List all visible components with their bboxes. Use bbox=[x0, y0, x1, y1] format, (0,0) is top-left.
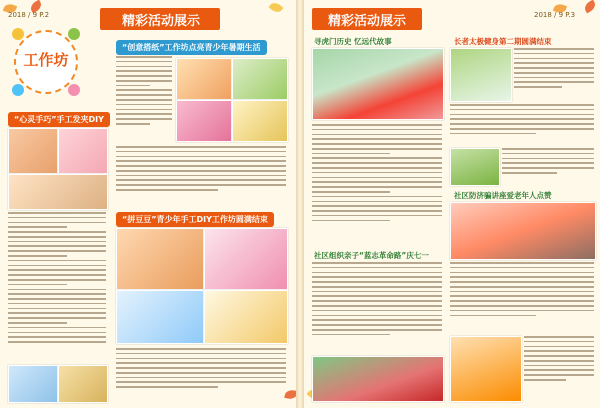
section-header: 精彩活动展示 bbox=[122, 14, 201, 29]
photo bbox=[116, 290, 204, 344]
article-text bbox=[116, 348, 286, 402]
section-title-antifraud: 社区防济骗讲座爱老年人点赞 bbox=[454, 191, 552, 200]
article-text bbox=[502, 148, 594, 184]
photo bbox=[204, 228, 288, 290]
page-number: 2018 / 9 P.3 bbox=[534, 11, 576, 19]
article-text bbox=[450, 262, 594, 332]
photo bbox=[58, 128, 108, 174]
section-title-history: 寻虎门历史 忆远代故事 bbox=[314, 37, 392, 46]
section-title-paper: “创意搭纸”工作坊点亮青少年暑期生活 bbox=[116, 40, 267, 55]
section-title-hairclip: “心灵手巧”手工发夹DIY bbox=[8, 112, 110, 127]
leaf-decoration bbox=[583, 0, 598, 13]
photo bbox=[176, 100, 232, 142]
left-page bbox=[0, 0, 296, 408]
photo bbox=[232, 58, 288, 100]
page-number: 2018 / 9 P.2 bbox=[8, 11, 50, 19]
right-page bbox=[304, 0, 600, 408]
section-title-parade: 社区组织亲子“蓝志革命路”庆七一 bbox=[314, 251, 429, 260]
workshop-seal bbox=[14, 30, 78, 94]
article-text bbox=[312, 262, 442, 352]
page-gutter bbox=[296, 0, 304, 408]
section-title-taichi: 长者太极健身第二期圆满结束 bbox=[454, 37, 552, 46]
photo bbox=[232, 100, 288, 142]
article-text bbox=[116, 56, 172, 142]
leaf-decoration bbox=[284, 389, 296, 400]
section-title-beads: “拼豆豆”青少年手工DIY工作坊圆满结束 bbox=[116, 212, 274, 227]
article-text bbox=[450, 104, 594, 144]
photo bbox=[176, 58, 232, 100]
photo bbox=[116, 228, 204, 290]
photo bbox=[312, 356, 444, 402]
photo bbox=[450, 336, 522, 402]
article-text bbox=[116, 146, 286, 206]
article-text bbox=[514, 48, 594, 100]
photo bbox=[8, 365, 58, 403]
section-header: 精彩活动展示 bbox=[328, 14, 407, 29]
photo bbox=[450, 202, 596, 260]
photo bbox=[8, 174, 108, 210]
photo bbox=[8, 128, 58, 174]
photo bbox=[204, 290, 288, 344]
photo bbox=[450, 148, 500, 186]
article-text bbox=[524, 336, 594, 400]
leaf-decoration bbox=[269, 0, 284, 15]
article-text bbox=[312, 124, 442, 242]
seal-label: 工作坊 bbox=[23, 51, 69, 69]
photo bbox=[58, 365, 108, 403]
photo bbox=[312, 48, 444, 120]
photo bbox=[450, 48, 512, 102]
article-text bbox=[8, 212, 106, 362]
